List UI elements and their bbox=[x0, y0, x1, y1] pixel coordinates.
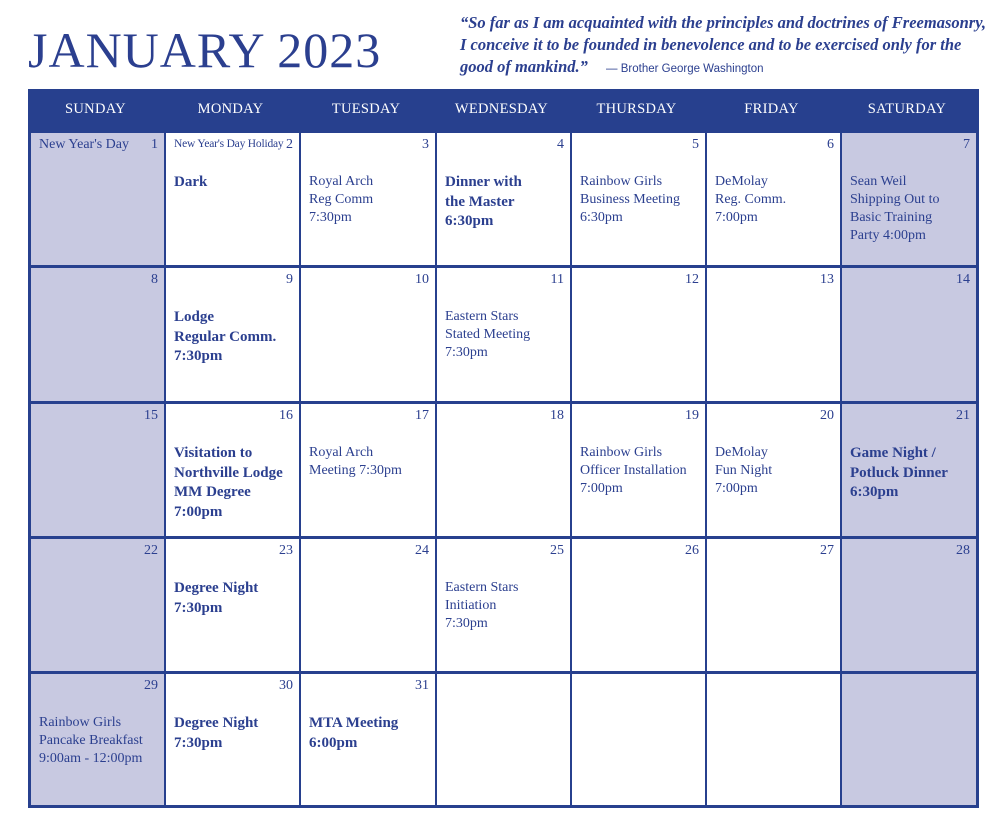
event-text: Royal Arch Meeting 7:30pm bbox=[309, 445, 402, 478]
day-cell-3 bbox=[301, 133, 435, 265]
day-cell-25 bbox=[437, 539, 570, 671]
day-number: 17 bbox=[415, 408, 429, 423]
holiday-label: New Year's Day bbox=[39, 137, 130, 152]
holiday-label: New Year's Day Holiday bbox=[174, 138, 284, 150]
event-text: DeMolay Reg. Comm. 7:00pm bbox=[715, 174, 787, 225]
day-cell-27 bbox=[707, 539, 840, 671]
day-number: 8 bbox=[151, 272, 158, 287]
quote bbox=[460, 12, 990, 80]
event-text: Lodge Regular Comm. 7:30pm bbox=[174, 309, 277, 364]
event-text: Eastern Stars Initiation 7:30pm bbox=[445, 580, 519, 631]
day-number: 20 bbox=[820, 408, 834, 423]
quote-attribution: — Brother George Washington bbox=[606, 63, 764, 75]
day-number: 29 bbox=[144, 678, 158, 693]
day-cell-24 bbox=[301, 539, 435, 671]
day-number: 18 bbox=[550, 408, 564, 423]
day-number: 9 bbox=[286, 272, 293, 287]
day-number: 2 bbox=[286, 137, 293, 152]
day-number: 28 bbox=[956, 543, 970, 558]
event-text: MTA Meeting 6:00pm bbox=[309, 715, 399, 751]
day-cell-31 bbox=[301, 674, 435, 805]
day-cell-26 bbox=[572, 539, 705, 671]
day-cell-22 bbox=[31, 539, 164, 671]
calendar-grid bbox=[28, 89, 979, 808]
event-text: Rainbow Girls Pancake Breakfast 9:00am - 12:00pm bbox=[39, 715, 143, 766]
event-text: Eastern Stars Stated Meeting 7:30pm bbox=[445, 309, 531, 360]
weekday-header-tuesday: TUESDAY bbox=[331, 101, 401, 117]
day-number: 26 bbox=[685, 543, 699, 558]
day-cell-20 bbox=[707, 404, 840, 536]
day-number: 22 bbox=[144, 543, 158, 558]
day-cell-11 bbox=[437, 268, 570, 401]
day-number: 24 bbox=[415, 543, 429, 558]
day-cell-12 bbox=[572, 268, 705, 401]
empty-day-cell bbox=[842, 674, 976, 805]
day-cell-30 bbox=[166, 674, 299, 805]
day-cell-21 bbox=[842, 404, 976, 536]
weekday-header-sunday: SUNDAY bbox=[65, 101, 126, 117]
day-cell-10 bbox=[301, 268, 435, 401]
weekday-header-thursday: THURSDAY bbox=[596, 101, 677, 117]
day-number: 19 bbox=[685, 408, 699, 423]
day-cell-17 bbox=[301, 404, 435, 536]
day-cell-1 bbox=[31, 133, 164, 265]
day-number: 21 bbox=[956, 408, 970, 423]
day-number: 13 bbox=[820, 272, 834, 287]
event-text: Dark bbox=[174, 174, 208, 190]
empty-day-cell bbox=[572, 674, 705, 805]
weekday-header-wednesday: WEDNESDAY bbox=[454, 101, 549, 117]
day-number: 7 bbox=[963, 137, 970, 152]
weekday-header-saturday: SATURDAY bbox=[867, 101, 947, 117]
page-title: JANUARY 2023 bbox=[28, 22, 382, 78]
day-cell-6 bbox=[707, 133, 840, 265]
day-number: 6 bbox=[827, 137, 834, 152]
day-cell-15 bbox=[31, 404, 164, 536]
event-text: Visitation to Northville Lodge MM Degree 7:00pm bbox=[174, 445, 283, 520]
event-text: Sean Weil Shipping Out to Basic Training Party 4:00pm bbox=[850, 174, 940, 243]
day-number: 11 bbox=[550, 272, 564, 287]
day-number: 30 bbox=[279, 678, 293, 693]
event-text: DeMolay Fun Night 7:00pm bbox=[715, 445, 773, 496]
day-cell-8 bbox=[31, 268, 164, 401]
weekday-header-friday: FRIDAY bbox=[744, 101, 799, 117]
day-cell-28 bbox=[842, 539, 976, 671]
day-number: 4 bbox=[557, 137, 564, 152]
day-number: 12 bbox=[685, 272, 699, 287]
quote-text: “So far as I am acquainted with the principles and doctrines of Freemasonry, I conceive it to be founded in benevolence and to be exercised only for the good of mankind.” bbox=[460, 13, 987, 76]
event-text: Rainbow Girls Business Meeting 6:30pm bbox=[580, 174, 680, 225]
day-cell-13 bbox=[707, 268, 840, 401]
day-number: 14 bbox=[956, 272, 970, 287]
day-number: 27 bbox=[820, 543, 834, 558]
day-cell-4 bbox=[437, 133, 570, 265]
day-cell-5 bbox=[572, 133, 705, 265]
day-cell-14 bbox=[842, 268, 976, 401]
event-text: Dinner with the Master 6:30pm bbox=[445, 174, 522, 229]
day-cell-23 bbox=[166, 539, 299, 671]
event-text: Degree Night 7:30pm bbox=[174, 580, 259, 616]
day-number: 1 bbox=[151, 137, 158, 152]
event-text: Royal Arch Reg Comm 7:30pm bbox=[309, 174, 374, 225]
empty-day-cell bbox=[437, 674, 570, 805]
day-cell-19 bbox=[572, 404, 705, 536]
day-number: 15 bbox=[144, 408, 158, 423]
day-cell-7 bbox=[842, 133, 976, 265]
day-number: 31 bbox=[415, 678, 429, 693]
day-cell-9 bbox=[166, 268, 299, 401]
event-text: Game Night / Potluck Dinner 6:30pm bbox=[850, 445, 948, 500]
event-text: Rainbow Girls Officer Installation 7:00pm bbox=[580, 445, 687, 496]
day-cell-16 bbox=[166, 404, 299, 536]
day-number: 10 bbox=[415, 272, 429, 287]
weekday-header-monday: MONDAY bbox=[197, 101, 264, 117]
day-number: 5 bbox=[692, 137, 699, 152]
day-cell-18 bbox=[437, 404, 570, 536]
empty-day-cell bbox=[707, 674, 840, 805]
day-cell-29 bbox=[31, 674, 164, 805]
day-number: 23 bbox=[279, 543, 293, 558]
day-number: 16 bbox=[279, 408, 293, 423]
day-number: 3 bbox=[422, 137, 429, 152]
day-number: 25 bbox=[550, 543, 564, 558]
event-text: Degree Night 7:30pm bbox=[174, 715, 259, 751]
day-cell-2 bbox=[166, 133, 299, 265]
